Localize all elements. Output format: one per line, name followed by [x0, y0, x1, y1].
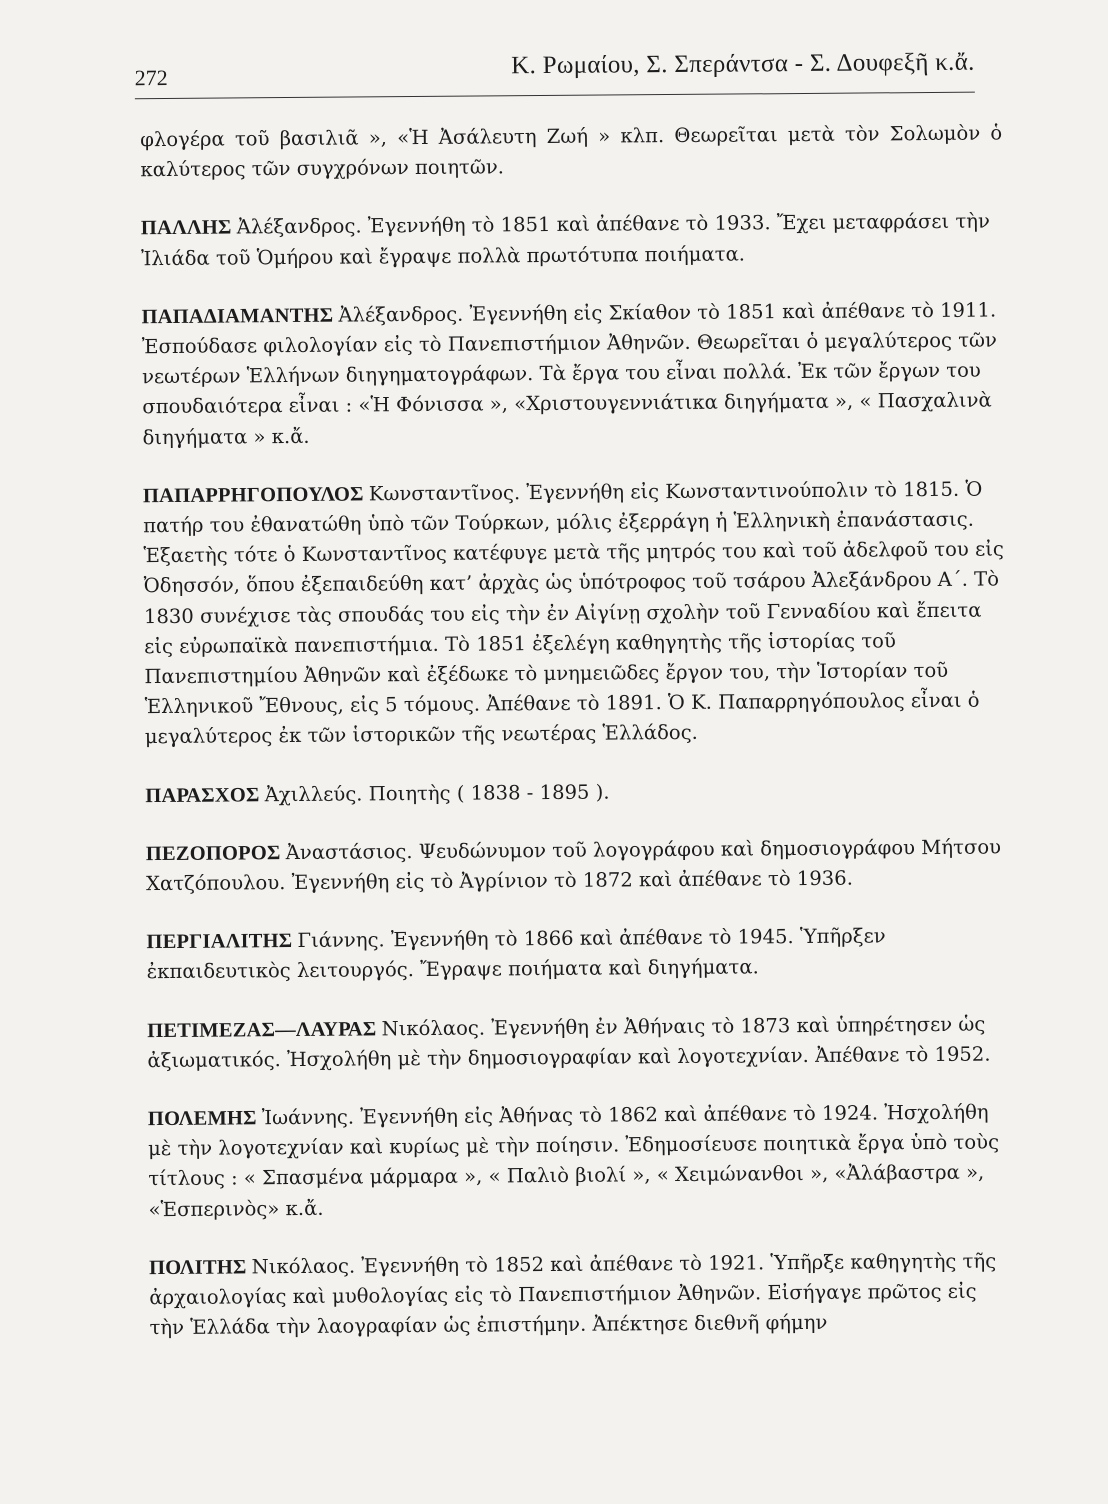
entry-text: Κωνσταντῖνος. Ἐγεννήθη εἰς Κωνσταντινούπολιν τὸ 1815. Ὁ πατήρ του ἐθανατώθη ὑπὸ τῶν Τούρκων, μόλις ἐξερράγη ἡ Ἑλληνικὴ ἐπανάστασις. Ἑξαετὴς τότε ὁ Κωνσταντῖνος κατέφυγε μετὰ τῆς μητρός του καὶ τοῦ ἀδελφοῦ του εἰς Ὀδησσόν, ὅπου ἐξεπαιδεύθη κατ’ ἀρχὰς ὡς ὑπότροφος τοῦ τσάρου Ἀλεξάνδρου Α΄. Τὸ 1830 συνέχισε τὰς σπουδάς του εἰς τὴν ἐν Αἰγίνῃ σχολὴν τοῦ Γενναδίου καὶ ἔπειτα εἰς εὐρωπαϊκὰ πανεπιστήμια. Τὸ 1851 ἐξελέγη καθηγητὴς τῆς ἱστορίας τοῦ Πανεπιστημίου Ἀθηνῶν καὶ ἐξέδωκε τὸ μνημειῶδες ἔργον του, τὴν Ἱστορίαν τοῦ Ἑλληνικοῦ Ἔθνους, εἰς 5 τόμους. Ἀπέθανε τὸ 1891. Ὁ Κ. Παπαρρηγόπουλος εἶναι ὁ μεγαλύτερος ἐκ τῶν ἱστορικῶν τῆς νεωτέρας Ἑλλάδος. — [143, 477, 1004, 749]
entry-paraschos — [145, 774, 1007, 811]
entry-politis — [149, 1246, 1012, 1343]
entry-papadiamantis — [141, 295, 1004, 453]
entry-petimezas-lavras — [147, 1009, 1009, 1076]
entry-pallis — [141, 207, 1003, 274]
entry-pezoporos — [146, 832, 1008, 899]
entry-text: Ἀναστάσιος. Ψευδώνυμον τοῦ λογογράφου καὶ δημοσιογράφου Μήτσου Χατζόπουλου. Ἐγεννήθη εἰς τὸ Ἀγρίνιον τὸ 1872 καὶ ἀπέθανε τὸ 1936. — [145, 835, 1002, 896]
page-number: 272 — [134, 64, 168, 91]
entry-polemis — [148, 1097, 1011, 1225]
entry-surname: ΠΕΤΙΜΕΖΑΣ—ΛΑΥΡΑΣ — [147, 1018, 377, 1042]
entry-text: Ἀχιλλεύς. Ποιητὴς ( 1838 - 1895 ). — [264, 780, 610, 806]
entry-text: Νικόλαος. Ἐγεννήθη ἐν Ἀθήναις τὸ 1873 καὶ ὑπηρέτησεν ὡς ἀξιωματικός. Ἠσχολήθη μὲ τὴν δημοσιογραφίαν καὶ λογοτεχνίαν. Ἀπέθανε τὸ 1952. — [147, 1012, 991, 1073]
page-body — [140, 118, 1012, 1343]
entry-surname: ΠΑΡΑΣΧΟΣ — [145, 783, 260, 807]
entry-pergialitis — [146, 921, 1008, 988]
intro-paragraph: φλογέρα τοῦ βασιλιᾶ », «Ἡ Ἀσάλευτη Ζωή » κλπ. Θεωρεῖται μετὰ τὸν Σολωμὸν ὁ καλύτερος τῶν συγχρόνων ποιητῶν. — [140, 121, 1003, 182]
entry-text: Ἀλέξανδρος. Ἐγεννήθη εἰς Σκίαθον τὸ 1851 καὶ ἀπέθανε τὸ 1911. Ἐσπούδασε φιλολογίαν εἰς τὸ Πανεπιστήμιον Ἀθηνῶν. Θεωρεῖται ὁ μεγαλύτερος τῶν νεωτέρων Ἑλλήνων διηγηματογράφων. Τὰ ἔργα του εἶναι πολλά. Ἐκ τῶν ἔργων του σπουδαιότερα εἶναι : «Ἡ Φόνισσα », «Χριστουγεννιάτικα διηγήματα », « Πασχαλινὰ διηγήματα » κ.ἄ. — [141, 298, 997, 449]
entry-surname: ΠΟΛΙΤΗΣ — [148, 1256, 247, 1280]
running-head — [135, 49, 975, 96]
entry-surname: ΠΑΛΛΗΣ — [140, 216, 232, 240]
entry-surname: ΠΟΛΕΜΗΣ — [147, 1107, 257, 1131]
entry-text: Νικόλαος. Ἐγεννήθη τὸ 1852 καὶ ἀπέθανε τὸ 1921. Ὑπῆρξε καθηγητὴς τῆς ἀρχαιολογίας καὶ μυθολογίας εἰς τὸ Πανεπιστήμιον Ἀθηνῶν. Εἰσήγαγε πρῶτος εἰς τὴν Ἑλλάδα τὴν λαογραφίαν ὡς ἐπιστήμην. Ἀπέκτησε διεθνῆ φήμην — [149, 1249, 997, 1340]
entry-paparrigopoulos — [143, 474, 1007, 753]
entry-surname: ΠΕΖΟΠΟΡΟΣ — [145, 841, 281, 866]
entry-surname: ΠΑΠΑΔΙΑΜΑΝΤΗΣ — [141, 304, 334, 329]
header-title: Κ. Ρωμαίου, Σ. Σπεράντσα - Σ. Δουφεξῆ κ.ἄ. — [511, 48, 975, 80]
entry-surname: ΠΑΠΑΡΡΗΓΟΠΟΥΛΟΣ — [142, 483, 364, 508]
entry-text: Ἰωάννης. Ἐγεννήθη εἰς Ἀθήνας τὸ 1862 καὶ ἀπέθανε τὸ 1924. Ἠσχολήθη μὲ τὴν λογοτεχνίαν καὶ κυρίως μὲ τὴν ποίησιν. Ἐδημοσίευσε ποιητικὰ ἔργα ὑπὸ τοὺς τίτλους : « Σπασμένα μάρμαρα », « Παλιὸ βιολί », « Χειμώνανθοι », «Ἀλάβαστρα », «Ἑσπερινὸς» κ.ἄ. — [148, 1100, 1000, 1221]
entry-text: Ἀλέξανδρος. Ἐγεννήθη τὸ 1851 καὶ ἀπέθανε τὸ 1933. Ἔχει μεταφράσει τὴν Ἰλιάδα τοῦ Ὁμήρου καὶ ἔγραψε πολλὰ πρωτότυπα ποιήματα. — [141, 209, 990, 270]
entry-text: Γιάννης. Ἐγεννήθη τὸ 1866 καὶ ἀπέθανε τὸ 1945. Ὑπῆρξεν ἐκπαιδευτικὸς λειτουργός. Ἔγραψε ποιήματα καὶ διηγήματα. — [146, 924, 886, 984]
entry-surname: ΠΕΡΓΙΑΛΙΤΗΣ — [146, 930, 293, 954]
